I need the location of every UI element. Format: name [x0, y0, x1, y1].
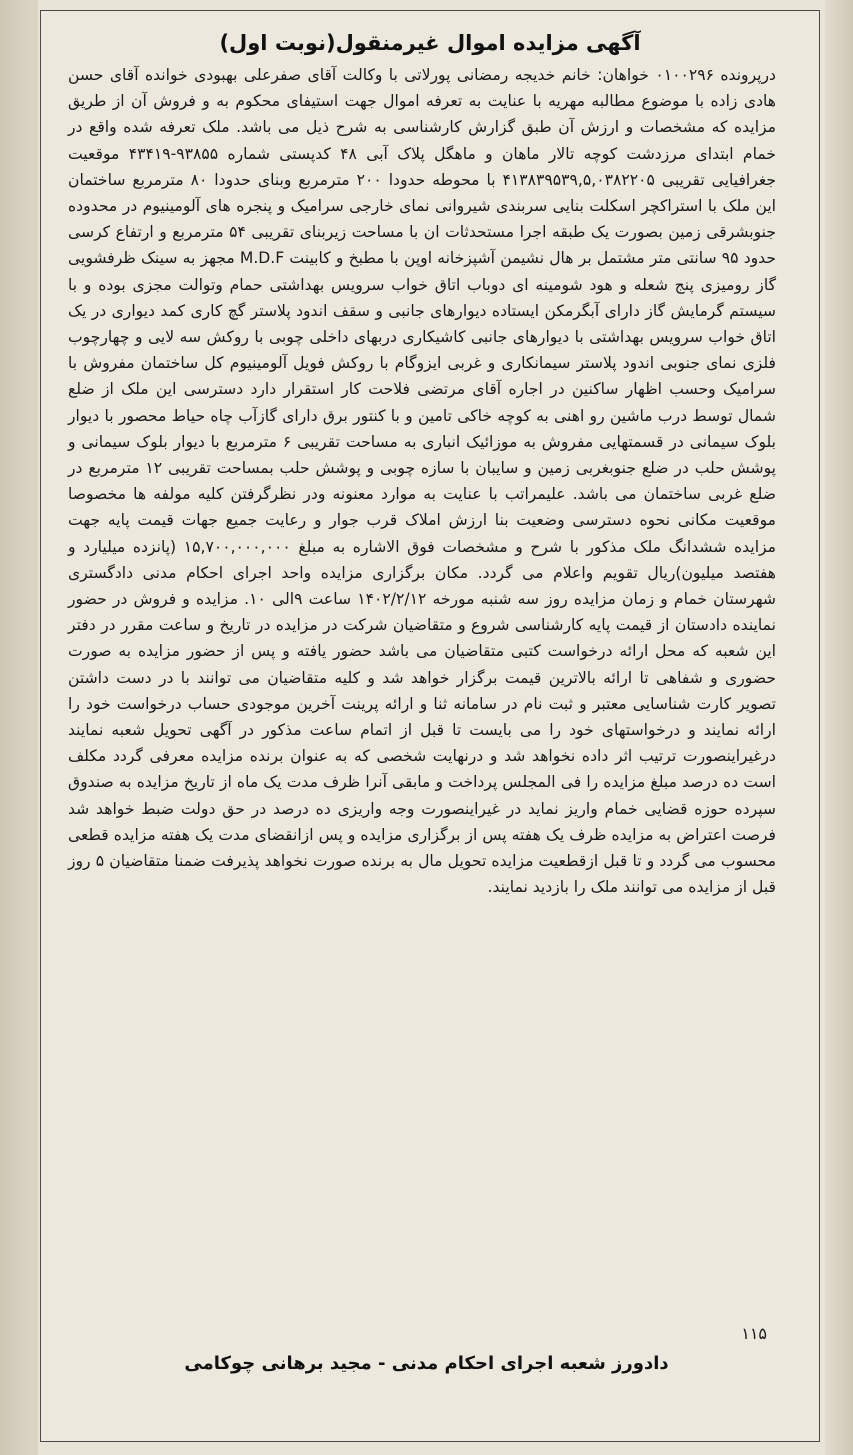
- page-margin-edge: [825, 0, 853, 1455]
- notice-signature: دادورز شعبه اجرای احکام مدنی - مجید برهانی چوکامی: [184, 1353, 669, 1374]
- adjacent-column-edge: [0, 0, 38, 1455]
- notice-number: ۱۱۵: [741, 1324, 767, 1343]
- notice-body: درپرونده ۰۱۰۰۲۹۶ خواهان: خانم خدیجه رمضانی پورلاتی با وکالت آقای صفرعلی بهبودی خوانده آقای حسن هادی زاده با موضوع مطالبه مهریه با عنایت به تعرفه اموال جهت استیفای محکوم به و فروش آن از طریق مزایده که مشخصات و ارزش آن طبق گزارش کارشناسی به شرح ذیل می باشد. ملک تعرفه شده واقع در خمام ابتدای مرزدشت کوچه تالار ماهان و ماهگل پلاک آبی ۴۸ کدپستی شماره ۹۳۸۵۵-۴۳۴۱۹ موقعیت جغرافیایی تقریبی ۴۱۳۸۳۹۵۳۹,۵,۰۳۸۲۲۰۵ با محوطه حدودا ۲۰۰ مترمربع وبنای حدودا ۸۰ مترمربع ساختمان این ملک با استراکچر اسکلت بنایی سربندی شیروانی نمای خارجی سرامیک و پنجره های آلومینیوم در محدوده جنوبشرقی زمین بصورت یک طبقه اجرا مستحدثات ان با مساحت زیربنای تقریبی ۵۴ مترمربع و ارتفاع کرسی حدود ۹۵ سانتی متر مشتمل بر هال نشیمن آشپزخانه اوپن با مطبخ و کابینت M.D.F مجهز به سینک ظرفشویی گاز رومیزی پنج شعله و هود شومینه ای دوباب اتاق خواب سرویس بهداشتی حمام وتوالت مجزی بوده و با سیستم گرمایش گاز دارای آبگرمکن ایستاده دیوارهای جانبی و سقف اندود پلاستر گچ کاری کمد دیواری در یک اتاق خواب سرویس بهداشتی با دیوارهای جانبی کاشیکاری دربهای داخلی چوبی با روکش سه لایی و چهارچوب فلزی نمای جنوبی اندود پلاستر سیمانکاری و غربی ایزوگام با روکش فویل آلومینیوم کل ساختمان مفروش با سرامیک وحسب اظهار ساکنین در اجاره آقای مرتضی فلاحت کار استقرار دارد دسترسی این ملک از ضلع شمال توسط درب ماشین رو اهنی به کوچه خاکی تامین و با کنتور برق دارای گازآب چاه حیاط محصور با دیوار بلوک سیمانی در قسمتهایی مفروش به موزائیک انباری به مساحت تقریبی ۶ مترمربع با دیوار بلوک سیمانی و پوشش حلب در ضلع جنوبغربی زمین و سایبان با سازه چوبی و پوشش حلب بمساحت تقریبی ۱۲ مترمربع در ضلع غربی ساختمان می باشد. علیمراتب با عنایت به موارد معنونه ودر نظرگرفتن کلیه مولفه ها مخصوصا موقعیت مکانی نحوه دسترسی وضعیت بنا ارزش املاک قرب جوار و رعایت جمیع جهات قیمت پایه جهت مزایده ششدانگ ملک مذکور با شرح و مشخصات فوق الاشاره به مبلغ ۱۵,۷۰۰,۰۰۰,۰۰۰ (پانزده میلیارد و هفتصد میلیون)ریال تقویم واعلام می گردد. مکان برگزاری مزایده واحد اجرای احکام مدنی دادگستری شهرستان خمام و زمان مزایده روز سه شنبه مورخه ۱۴۰۲/۲/۱۲ ساعت ۹الی ۱۰. مزایده و فروش در حضور نماینده دادستان از قیمت پایه کارشناسی شروع و متقاضیان شرکت در مزایده در تاریخ و ساعت مقرر در دفتر این شعبه که محل ارائه درخواست کتبی متقاضیان می باشد حضور یافته و پس از حضور مزایده به صورت حضوری و شفاهی تا ارائه بالاترین قیمت برگزار خواهد شد و کلیه متقاضیان می توانند با در دست داشتن تصویر کارت شناسایی معتبر و ثبت نام در سامانه ثنا و ارائه پرینت آخرین موجودی حساب درخواست خود را ارائه نمایند و درخواستهای خود را می بایست تا قبل از اتمام ساعت مذکور در آگهی تحویل شعبه نمایند درغیراینصورت ترتیب اثر داده نخواهد شد و درنهایت شخصی که به عنوان برنده مزایده معرفی گردد مکلف است ده درصد مبلغ مزایده را فی المجلس پرداخت و مابقی آنرا ظرف مدت یک ماه از تاریخ مزایده به صندوق سپرده حوزه قضایی خمام واریز نماید در غیراینصورت وجه واریزی ده درصد در حق دولت ضبط خواهد شد فرصت اعتراض به مزایده ظرف یک هفته پس از برگزاری مزایده و پس ازانقضای مدت یک هفته مزایده قطعی محسوب می گردد و تا قبل ازقطعیت مزایده تحویل مال به برنده صورت نخواهد پذیرفت ضمنا متقاضیان ۵ روز قبل از مزایده می توانند ملک را بازدید نمایند.: [68, 66, 777, 897]
- notice-title: آگهی مزایده اموال غیرمنقول(نوبت اول): [219, 31, 641, 55]
